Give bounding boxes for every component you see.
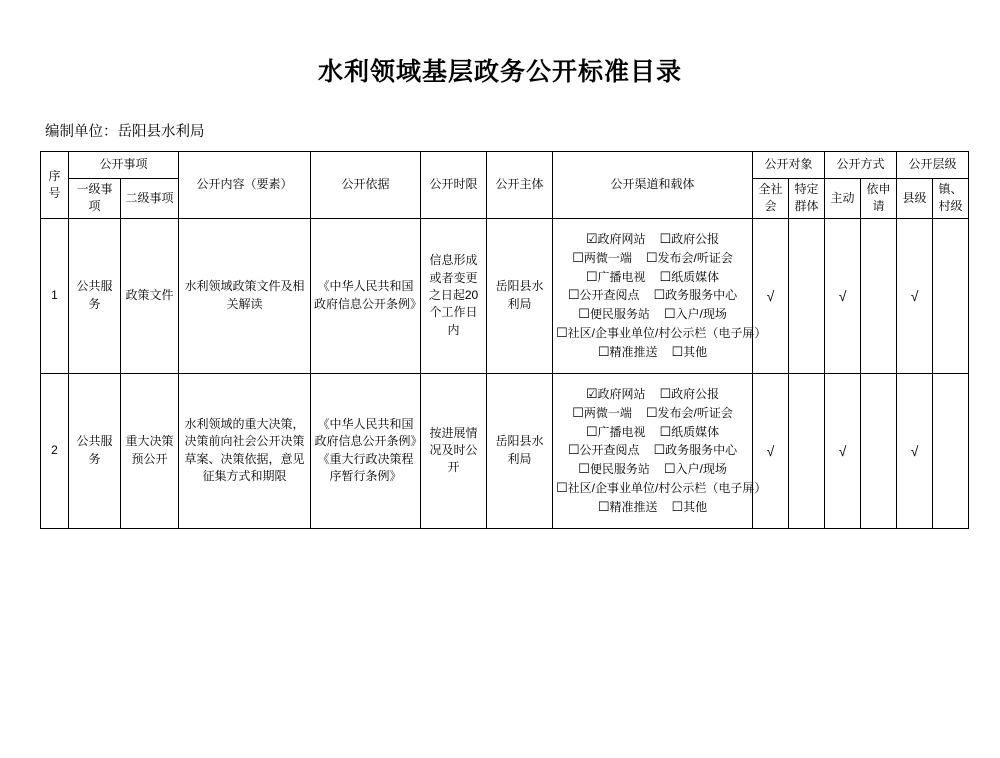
checkbox-channel-public-reading-point[interactable]: ☐公开查阅点 — [567, 442, 640, 458]
header-object: 公开对象 — [753, 152, 825, 179]
checkbox-channel-weibo-wechat-app[interactable]: ☐两微一端 — [572, 404, 632, 420]
header-seq: 序号 — [41, 152, 69, 219]
cell-level1: 公共服务 — [69, 373, 121, 528]
cell-level-town — [933, 218, 969, 373]
table-row — [41, 373, 969, 528]
checkbox-channel-convenience-station[interactable]: ☐便民服务站 — [578, 461, 650, 477]
catalog-table — [40, 151, 969, 529]
checkbox-channel-other[interactable]: ☐其他 — [671, 498, 708, 514]
cell-level-county: √ — [897, 218, 933, 373]
checkbox-channel-convenience-station[interactable]: ☐便民服务站 — [578, 306, 650, 322]
cell-content: 水利领域政策文件及相关解读 — [179, 218, 311, 373]
header-content: 公开内容（要素） — [179, 152, 311, 219]
page-title: 水利领域基层政务公开标准目录 — [317, 58, 682, 86]
header-object-specific: 特定群体 — [789, 179, 825, 219]
cell-level-county: √ — [897, 373, 933, 528]
cell-object-all: √ — [753, 218, 789, 373]
checkbox-channel-targeted-push[interactable]: ☐精准推送 — [597, 498, 658, 514]
checkbox-channel-weibo-wechat-app[interactable]: ☐两微一端 — [572, 249, 632, 265]
cell-object-specific — [789, 373, 825, 528]
cell-subject: 岳阳县水利局 — [487, 218, 553, 373]
cell-basis: 《中华人民共和国政府信息公开条例》 — [311, 218, 421, 373]
checkbox-channel-print-media[interactable]: ☐纸质媒体 — [659, 268, 720, 284]
table-header-row-1 — [41, 152, 969, 179]
cell-mode-active: √ — [825, 373, 861, 528]
header-level1: 一级事项 — [69, 179, 121, 219]
document-page — [0, 52, 1000, 758]
header-mode-request: 依申请 — [861, 179, 897, 219]
checkbox-channel-government-gazette[interactable]: ☐政府公报 — [659, 385, 720, 401]
cell-mode-active: √ — [825, 218, 861, 373]
header-level2: 二级事项 — [121, 179, 179, 219]
header-level-town: 镇、村级 — [933, 179, 969, 219]
cell-level2: 政策文件 — [121, 218, 179, 373]
cell-object-specific — [789, 218, 825, 373]
checkbox-channel-government-service-center[interactable]: ☐政务服务中心 — [653, 442, 738, 458]
header-subject: 公开主体 — [487, 152, 553, 219]
header-mode: 公开方式 — [825, 152, 897, 179]
checkbox-channel-government-service-center[interactable]: ☐政务服务中心 — [653, 287, 738, 303]
cell-channels — [553, 373, 767, 528]
header-channels: 公开渠道和载体 — [553, 152, 753, 219]
table-row — [41, 218, 969, 373]
cell-level-town — [933, 373, 969, 528]
cell-mode-request — [861, 218, 897, 373]
cell-subject: 岳阳县水利局 — [487, 373, 553, 528]
header-public-matters: 公开事项 — [69, 152, 179, 179]
cell-time-limit: 信息形成或者变更之日起20个工作日内 — [421, 218, 487, 373]
checkbox-channel-door-to-door-onsite[interactable]: ☐入户/现场 — [663, 461, 727, 477]
cell-level1: 公共服务 — [69, 218, 121, 373]
header-level-county: 县级 — [897, 179, 933, 219]
checkbox-channel-government-gazette[interactable]: ☐政府公报 — [659, 230, 720, 246]
checkbox-channel-government-website[interactable]: ☑政府网站 — [585, 385, 646, 401]
checkbox-channel-press-hearing[interactable]: ☐发布会/听证会 — [645, 249, 733, 265]
cell-object-all: √ — [753, 373, 789, 528]
header-level: 公开层级 — [897, 152, 969, 179]
checkbox-channel-other[interactable]: ☐其他 — [671, 343, 708, 359]
checkbox-channel-public-reading-point[interactable]: ☐公开查阅点 — [567, 287, 640, 303]
header-mode-active: 主动 — [825, 179, 861, 219]
checkbox-channel-government-website[interactable]: ☑政府网站 — [585, 230, 646, 246]
cell-level2: 重大决策预公开 — [121, 373, 179, 528]
compiling-unit: 编制单位：岳阳县水利局 — [45, 124, 205, 140]
checkbox-channel-broadcast-tv[interactable]: ☐广播电视 — [585, 268, 646, 284]
checkbox-channel-print-media[interactable]: ☐纸质媒体 — [659, 423, 720, 439]
header-time-limit: 公开时限 — [421, 152, 487, 219]
checkbox-channel-community-bulletin[interactable]: ☐社区/企事业单位/村公示栏（电子屏） — [556, 480, 767, 496]
checkbox-channel-community-bulletin[interactable]: ☐社区/企事业单位/村公示栏（电子屏） — [556, 325, 767, 341]
cell-content: 水利领域的重大决策，决策前向社会公开决策草案、决策依据，意见征集方式和期限 — [179, 373, 311, 528]
header-object-all: 全社会 — [753, 179, 789, 219]
cell-seq: 1 — [41, 218, 69, 373]
checkbox-channel-broadcast-tv[interactable]: ☐广播电视 — [585, 423, 646, 439]
header-basis: 公开依据 — [311, 152, 421, 219]
checkbox-channel-press-hearing[interactable]: ☐发布会/听证会 — [645, 404, 733, 420]
cell-time-limit: 按进展情况及时公开 — [421, 373, 487, 528]
checkbox-channel-targeted-push[interactable]: ☐精准推送 — [597, 343, 658, 359]
cell-basis: 《中华人民共和国政府信息公开条例》《重大行政决策程序暂行条例》 — [311, 373, 421, 528]
checkbox-channel-door-to-door-onsite[interactable]: ☐入户/现场 — [663, 306, 727, 322]
cell-mode-request — [861, 373, 897, 528]
cell-channels — [553, 218, 767, 373]
cell-seq: 2 — [41, 373, 69, 528]
